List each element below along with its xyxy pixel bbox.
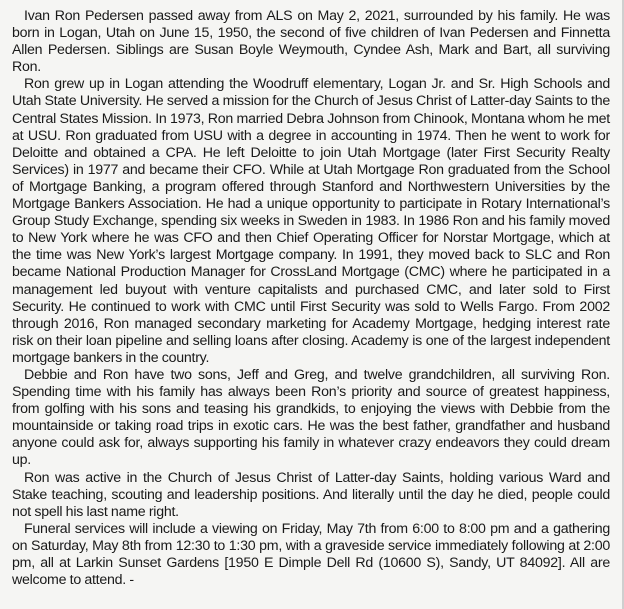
obituary-paragraph-family: Debbie and Ron have two sons, Jeff and Greg, and twelve grandchildren, all surviving Ron. Spending time with his family has always been Ron’s priority and source of greatest happiness, from golfing with his sons and teasing his grandkids, to enjoying the views with Debbie from the mountainside or taking road trips in exotic cars. He was the best father, grandfather and husband anyone could ask for, always supporting his family in whatever crazy endeavors they could dream up.: [12, 366, 610, 469]
obituary-paragraph-church: Ron was active in the Church of Jesus Christ of Latter-day Saints, holding various Ward and Stake teaching, scouting and leadership positions. And literally until the day he died, people could not spell his last name right.: [12, 469, 610, 520]
obituary-paragraph-intro: Ivan Ron Pedersen passed away from ALS on May 2, 2021, surrounded by his family. He was born in Logan, Utah on June 15, 1950, the second of five children of Ivan Pedersen and Finnetta Allen Pedersen. Siblings are Susan Boyle Weymouth, Cyndee Ash, Mark and Bart, all surviving Ron.: [12, 8, 610, 76]
obituary-column: [12, 8, 610, 589]
obituary-paragraph-career: Ron grew up in Logan attending the Woodruff elementary, Logan Jr. and Sr. High Schools and Utah State University. He served a mission for the Church of Jesus Christ of Latter-day Saints to the Central States Mission. In 1973, Ron married Debra Johnson from Chinook, Montana whom he met at USU. Ron graduated from USU with a degree in accounting in 1974. Then he went to work for Deloitte and obtained a CPA. He left Deloitte to join Utah Mortgage (later First Security Realty Services) in 1977 and became their CFO. While at Utah Mortgage Ron graduated from the School of Mortgage Banking, a program offered through Stanford and Northwestern Universities by the Mortgage Bankers Association. He had a unique opportunity to participate in Rotary International’s Group Study Exchange, spending six weeks in Sweden in 1983. In 1986 Ron and his family moved to New York where he was CFO and then Chief Operating Officer for Norstar Mortgage, which at the time was New York’s largest Mortgage company. In 1991, they moved back to SLC and Ron became National Production Manager for CrossLand Mortgage (CMC) where he participated in a management led buyout with venture capitalists and purchased CMC, and later sold to First Security. He continued to work with CMC until First Security was sold to Wells Fargo. From 2002 through 2016, Ron managed secondary marketing for Academy Mortgage, hedging interest rate risk on their loan pipeline and selling loans after closing. Academy is one of the largest independent mortgage bankers in the country.: [12, 76, 610, 366]
obituary-paragraph-services: Funeral services will include a viewing on Friday, May 7th from 6:00 to 8:00 pm and a gathering on Saturday, May 8th from 12:30 to 1:30 pm, with a graveside service immediately following at 2:00 pm, all at Larkin Sunset Gardens [1950 E Dimple Dell Rd (10600 S), Sandy, UT 84092]. All are welcome to attend. -: [12, 520, 610, 589]
